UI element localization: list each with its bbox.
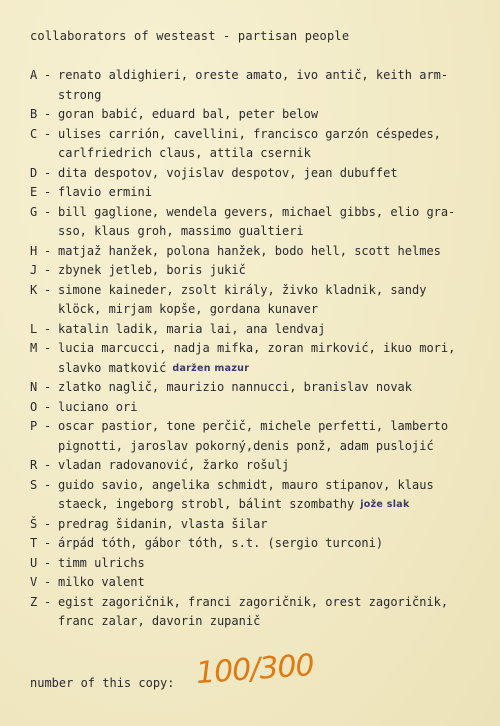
entry-names: bill gaglione, wendela gevers, michael gibbs, elio gra- — [58, 204, 456, 219]
list-item — [30, 476, 480, 496]
list-item-continuation — [30, 612, 480, 632]
entry-dash: - — [44, 516, 52, 531]
entry-letter: M — [30, 341, 38, 355]
entry-letter — [30, 359, 44, 379]
entry-dash — [44, 86, 58, 106]
entry-dash: - — [44, 107, 52, 121]
entry-dash: - — [44, 126, 52, 141]
entry-names: zbynek jetleb, boris jukič — [58, 263, 246, 277]
entry-names: lucia marcucci, nadja mifka, zoran mirković, ikuo mori, — [58, 341, 456, 355]
entry-dash: - — [44, 399, 52, 414]
entry-names: pignotti, jaroslav pokorný,denis ponž, adam puslojić — [58, 438, 434, 453]
list-item — [30, 125, 480, 145]
entry-dash: - — [44, 419, 52, 433]
list-item — [30, 593, 480, 613]
entry-names: slavko matković — [58, 360, 167, 375]
entry-letter: E — [30, 185, 38, 199]
list-item — [30, 456, 480, 476]
list-item — [30, 534, 480, 554]
entry-dash: - — [44, 204, 52, 219]
copy-label: number of this copy: — [30, 676, 175, 690]
entry-letter: L — [30, 321, 38, 336]
entry-letter: H — [30, 243, 38, 258]
entry-dash: - — [44, 282, 52, 297]
entry-letter: B — [30, 107, 38, 121]
entry-names: goran babić, eduard bal, peter below — [58, 107, 319, 121]
list-item — [30, 66, 480, 86]
entry-letter — [30, 86, 44, 106]
entry-names: matjaž hanžek, polona hanžek, bodo hell, scott helmes — [58, 243, 441, 258]
entry-dash: - — [44, 341, 52, 355]
entry-dash: - — [44, 555, 52, 570]
entry-names: sso, klaus groh, massimo gualtieri — [58, 224, 304, 238]
entry-letter: N — [30, 380, 38, 394]
entry-names: guido savio, angelika schmidt, mauro stipanov, klaus — [58, 477, 434, 492]
stamped-name: daržen mazur — [172, 362, 250, 374]
entry-letter: C — [30, 126, 38, 141]
entry-letter — [30, 144, 44, 164]
entry-dash: - — [44, 321, 52, 336]
entry-dash: - — [44, 243, 52, 258]
entry-letter: S — [30, 477, 38, 492]
list-item — [30, 320, 480, 340]
list-item — [30, 281, 480, 301]
entry-names: árpád tóth, gábor tóth, s.t. (sergio turconi) — [58, 536, 384, 550]
entry-names: dita despotov, vojislav despotov, jean dubuffet — [58, 165, 398, 180]
entry-dash — [44, 300, 58, 320]
entry-dash — [44, 495, 58, 515]
entry-dash: - — [44, 165, 52, 180]
entry-names: katalin ladik, maria lai, ana lendvaj — [58, 321, 326, 336]
entry-names: strong — [58, 87, 102, 102]
entry-dash — [44, 437, 58, 457]
entry-letter: D — [30, 165, 38, 180]
list-item — [30, 378, 480, 398]
list-item-continuation — [30, 437, 480, 457]
entry-letter — [30, 222, 44, 242]
entry-letter: Z — [30, 594, 38, 609]
entry-letter: T — [30, 536, 38, 550]
list-item — [30, 515, 480, 535]
entry-names: renato aldighieri, oreste amato, ivo antič, keith arm- — [58, 68, 449, 82]
entry-names: egist zagoričnik, franci zagoričnik, orest zagoričnik, — [58, 594, 449, 609]
copy-number-handwritten: 100/300 — [194, 647, 315, 692]
entry-letter: A — [30, 68, 38, 82]
entry-dash — [44, 612, 58, 632]
entry-letter: U — [30, 555, 38, 570]
entry-dash: - — [44, 594, 52, 609]
entry-names: oscar pastior, tone perčič, michele perfetti, lamberto — [58, 419, 449, 433]
entry-dash: - — [44, 477, 52, 492]
entry-names: carlfriedrich claus, attila csernik — [58, 146, 311, 160]
entry-names: klöck, mirjam kopše, gordana kunaver — [58, 302, 319, 316]
collaborator-list — [30, 66, 480, 632]
entry-dash: - — [44, 68, 52, 82]
entry-letter: O — [30, 399, 38, 414]
entry-dash — [44, 359, 58, 379]
entry-names: flavio ermini — [58, 185, 152, 199]
entry-names: luciano ori — [58, 399, 138, 414]
list-item — [30, 105, 480, 125]
entry-dash: - — [44, 458, 52, 472]
list-item-continuation — [30, 222, 480, 242]
entry-dash: - — [44, 575, 52, 589]
list-item-continuation — [30, 144, 480, 164]
list-item — [30, 183, 480, 203]
list-item — [30, 261, 480, 281]
list-item — [30, 417, 480, 437]
entry-letter — [30, 495, 44, 515]
list-item — [30, 573, 480, 593]
entry-letter: Š — [30, 516, 38, 531]
entry-names: vladan radovanović, žarko rošulj — [58, 458, 290, 472]
entry-letter — [30, 437, 44, 457]
stamped-name: jože slak — [360, 499, 410, 510]
list-item — [30, 554, 480, 574]
entry-names: zlatko naglič, maurizio nannucci, branislav novak — [58, 380, 413, 394]
entry-letter: V — [30, 575, 38, 589]
entry-names: timm ulrichs — [58, 555, 145, 570]
entry-names: predrag šidanin, vlasta šilar — [58, 516, 268, 531]
entry-letter: J — [30, 263, 38, 277]
list-item — [30, 339, 480, 359]
entry-names: franc zalar, davorin zupanič — [58, 614, 261, 628]
entry-letter: K — [30, 282, 38, 297]
page-title: collaborators of westeast - partisan people — [30, 29, 350, 43]
entry-letter — [30, 300, 44, 320]
entry-dash — [44, 144, 58, 164]
entry-names: simone kaineder, zsolt király, živko kladnik, sandy — [58, 282, 427, 297]
entry-dash: - — [44, 380, 52, 394]
list-item — [30, 398, 480, 418]
entry-names: ulises carrión, cavellini, francisco garzón céspedes, — [58, 126, 441, 141]
list-item — [30, 164, 480, 184]
entry-letter: P — [30, 419, 38, 433]
list-item-continuation — [30, 359, 480, 379]
entry-letter: G — [30, 204, 38, 219]
list-item-continuation — [30, 300, 480, 320]
entry-dash: - — [44, 185, 52, 199]
list-item-continuation — [30, 495, 480, 515]
entry-letter: R — [30, 458, 38, 472]
entry-dash: - — [44, 263, 52, 277]
entry-letter — [30, 612, 44, 632]
entry-dash: - — [44, 536, 52, 550]
entry-dash — [44, 222, 58, 242]
list-item-continuation — [30, 86, 480, 106]
list-item — [30, 203, 480, 223]
entry-names: staeck, ingeborg strobl, bálint szombathy — [58, 497, 355, 511]
list-item — [30, 242, 480, 262]
entry-names: milko valent — [58, 575, 145, 589]
